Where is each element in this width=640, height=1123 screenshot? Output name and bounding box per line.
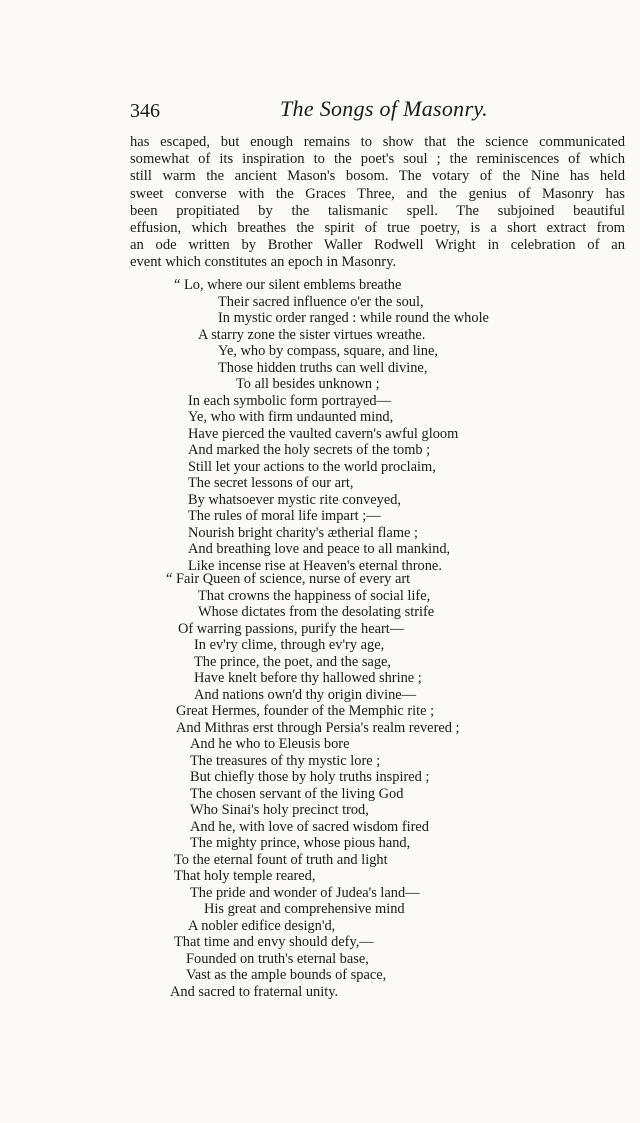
poem-line: To all besides unknown ; — [236, 376, 380, 392]
poem-line: “ Lo, where our silent emblems breathe — [174, 277, 402, 293]
prose-line: has escaped, but enough remains to show that the science communicated — [130, 134, 625, 150]
poem-line: Their sacred influence o'er the soul, — [218, 293, 424, 310]
poem-stanza-2 — [166, 571, 460, 1000]
poem-line: In ev'ry clime, through ev'ry age, — [194, 637, 385, 653]
prose-line: an ode written by Brother Waller Rodwell Wright in celebration of an — [130, 237, 625, 254]
poem-line: Vast as the ample bounds of space, — [186, 967, 387, 983]
poem-line: A starry zone the sister virtues wreathe. — [198, 326, 426, 343]
poem-line: And he, with love of sacred wisdom fired — [190, 818, 429, 835]
poem-line: Great Hermes, founder of the Memphic rite ; — [176, 703, 435, 719]
poem-line: That crowns the happiness of social life, — [198, 587, 431, 604]
poem-stanza-1 — [174, 277, 489, 574]
running-title: The Songs of Masonry. — [280, 96, 488, 121]
poem-line: Whose dictates from the desolating strife — [198, 604, 435, 620]
poem-line: By whatsoever mystic rite conveyed, — [188, 491, 401, 508]
poem-line: And breathing love and peace to all mankind, — [188, 541, 451, 557]
page-number: 346 — [130, 100, 160, 122]
poem-line: Founded on truth's eternal base, — [186, 950, 369, 967]
page-header — [130, 96, 622, 130]
poem-line: Ye, who by compass, square, and line, — [218, 343, 438, 359]
poem-line: The rules of moral life impart ;— — [188, 508, 381, 524]
prose-line: somewhat of its inspiration to the poet's soul ; the reminiscences of which — [130, 151, 625, 168]
prose-line: event which constitutes an epoch in Masonry. — [130, 254, 397, 271]
poem-line: The prince, the poet, and the sage, — [194, 653, 391, 670]
poem-line: His great and comprehensive mind — [204, 901, 405, 917]
poem-line: Still let your actions to the world proclaim, — [188, 458, 436, 475]
poem-line: Who Sinai's holy precinct trod, — [190, 802, 369, 818]
poem-line: And marked the holy secrets of the tomb ; — [188, 442, 431, 458]
prose-line: sweet converse with the Graces Three, and the genius of Masonry has — [130, 185, 625, 202]
poem-line: The chosen servant of the living God — [190, 785, 404, 802]
poem-line: Ye, who with firm undaunted mind, — [188, 409, 394, 425]
poem-line: In mystic order ranged : while round the whole — [218, 310, 489, 326]
poem-line: The pride and wonder of Judea's land— — [190, 884, 420, 901]
poem-line: Like incense rise at Heaven's eternal throne. — [188, 557, 442, 574]
poem-line: Those hidden truths can well divine, — [218, 359, 428, 376]
poem-line: Nourish bright charity's ætherial flame ; — [188, 524, 418, 541]
intro-paragraph — [130, 134, 625, 272]
poem-line: In each symbolic form portrayed— — [188, 392, 392, 409]
poem-line: Have pierced the vaulted cavern's awful gloom — [188, 425, 459, 442]
poem-line: A nobler edifice design'd, — [188, 917, 336, 934]
prose-line: still warm the ancient Mason's bosom. The votary of the Nine has held — [130, 168, 625, 185]
poem-line: To the eternal fount of truth and light — [174, 851, 388, 868]
poem-line: “ Fair Queen of science, nurse of every art — [166, 571, 411, 587]
poem-line: The mighty prince, whose pious hand, — [190, 835, 411, 851]
poem-line: The treasures of thy mystic lore ; — [190, 752, 381, 769]
poem-line: Have knelt before thy hallowed shrine ; — [194, 670, 422, 686]
poem-line: Of warring passions, purify the heart— — [178, 620, 405, 637]
poem-line: That time and envy should defy,— — [174, 934, 374, 950]
prose-line: been propitiated by the talismanic spell. The subjoined beautiful — [130, 202, 625, 219]
prose-line: effusion, which breathes the spirit of true poetry, is a short extract from — [130, 220, 625, 237]
poem-line: That holy temple reared, — [174, 868, 316, 884]
poem-line: And sacred to fraternal unity. — [170, 983, 339, 1000]
poem-line: But chiefly those by holy truths inspired ; — [190, 769, 430, 785]
poem-line: And nations own'd thy origin divine— — [194, 686, 417, 703]
poem-line: And he who to Eleusis bore — [190, 736, 350, 752]
poem-line: And Mithras erst through Persia's realm revered ; — [176, 719, 460, 736]
poem-line: The secret lessons of our art, — [188, 475, 354, 491]
